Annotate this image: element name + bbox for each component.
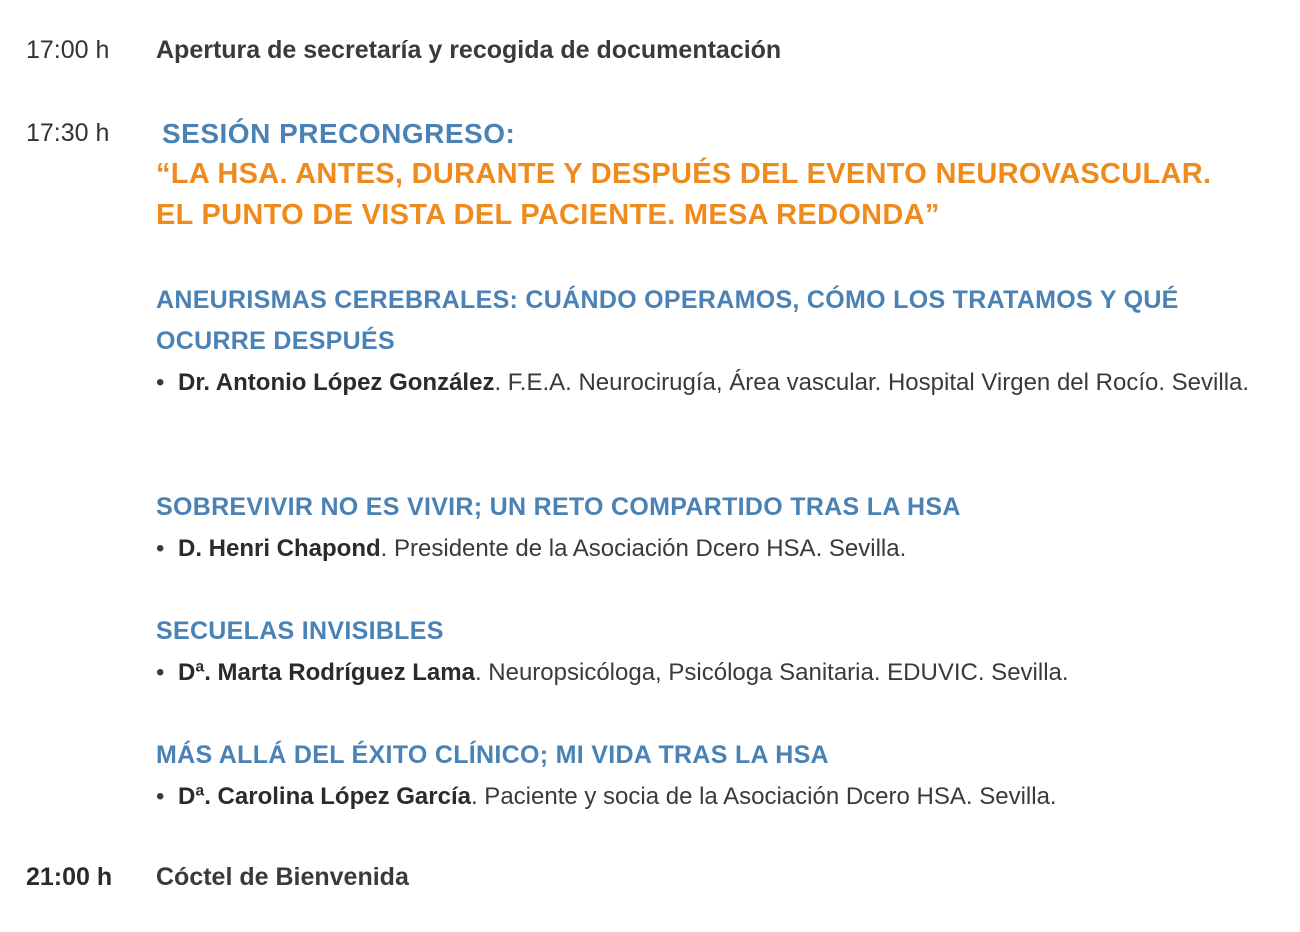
speaker-entry: [156, 362, 1256, 404]
bullet-icon: •: [156, 783, 165, 810]
item-content: [156, 863, 1256, 892]
speaker-description: . Neuropsicóloga, Psicóloga Sanitaria. EDUVIC. Sevilla.: [474, 659, 1069, 686]
speaker-description: . Presidente de la Asociación Dcero HSA. Sevilla.: [380, 535, 907, 562]
item-title: Cóctel de Bienvenida: [156, 863, 409, 891]
talk-title-line2: OCURRE DESPUÉS: [156, 327, 395, 355]
item-content: [156, 36, 1256, 65]
bullet-icon: •: [156, 369, 165, 396]
talk-content: [156, 280, 1256, 404]
time-label: 17:00 h: [26, 36, 110, 64]
talk-title-line1: SECUELAS INVISIBLES: [156, 617, 444, 645]
session-content: [156, 113, 1256, 236]
speaker-description: . F.E.A. Neurocirugía, Área vascular. Hospital Virgen del Rocío. Sevilla.: [494, 369, 1250, 396]
talk-content: [156, 487, 1256, 570]
bullet-icon: •: [156, 659, 165, 686]
speaker-name: Dr. Antonio López González: [178, 369, 495, 396]
talk-content: [156, 611, 1256, 694]
time-label: 17:30 h: [26, 119, 110, 147]
speaker-name: Dª. Carolina López García: [178, 783, 471, 810]
speaker-entry: [156, 776, 1256, 818]
speaker-entry: [156, 652, 1256, 694]
talk-content: [156, 735, 1256, 818]
speaker-name: Dª. Marta Rodríguez Lama: [178, 659, 475, 686]
talk-title-line1: SOBREVIVIR NO ES VIVIR; UN RETO COMPARTIDO TRAS LA HSA: [156, 493, 961, 521]
item-title: Apertura de secretaría y recogida de documentación: [156, 36, 782, 64]
session-title-line1: “LA HSA. ANTES, DURANTE Y DESPUÉS DEL EVENTO NEUROVASCULAR.: [156, 158, 1212, 190]
speaker-name: D. Henri Chapond: [178, 535, 381, 562]
time-label: 21:00 h: [26, 863, 113, 891]
talk-title-line1: MÁS ALLÁ DEL ÉXITO CLÍNICO; MI VIDA TRAS LA HSA: [156, 741, 829, 769]
session-label: SESIÓN PRECONGRESO:: [162, 118, 516, 149]
speaker-description: . Paciente y socia de la Asociación Dcero HSA. Sevilla.: [470, 783, 1057, 810]
speaker-entry: [156, 528, 1256, 570]
bullet-icon: •: [156, 535, 165, 562]
talk-title-line1: ANEURISMAS CEREBRALES: CUÁNDO OPERAMOS, CÓMO LOS TRATAMOS Y QUÉ: [156, 286, 1179, 314]
session-title-line2: EL PUNTO DE VISTA DEL PACIENTE. MESA REDONDA”: [156, 199, 940, 231]
